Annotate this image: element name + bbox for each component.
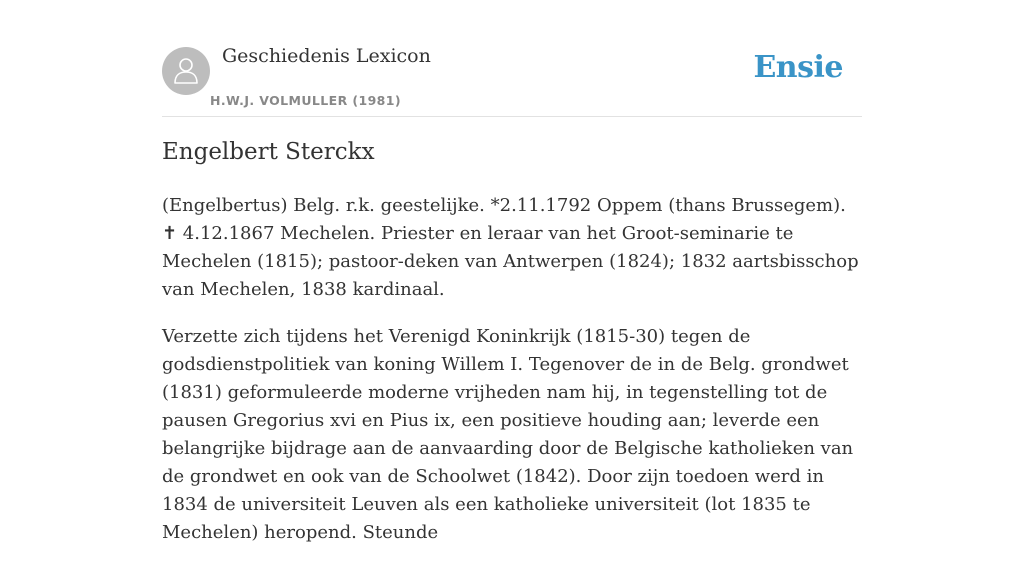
- book-title-link[interactable]: Geschiedenis Lexicon: [222, 45, 431, 67]
- entry-title: Engelbert Sterckx: [162, 139, 375, 165]
- entry-content: [162, 192, 862, 566]
- author-byline: H.W.J. VOLMULLER (1981): [210, 93, 401, 108]
- entry-paragraph: Verzette zich tijdens het Verenigd Koninkrijk (1815-30) tegen de godsdienstpolitiek van koning Willem I. Tegenover de in de Belg. grondwet (1831) geformuleerde moderne vrijheden nam hij, in tegenstelling tot de pausen Gregorius xvi en Pius ix, een positieve houding aan; leverde een belangrijke bijdrage aan de aanvaarding door de Belgische katholieken van de grondwet en ook van de Schoolwet (1842). Door zijn toedoen werd in 1834 de universiteit Leuven als een katholieke universiteit (lot 1835 te Mechelen) heropend. Steunde: [162, 326, 854, 543]
- header: [162, 0, 862, 117]
- entry-paragraph: (Engelbertus) Belg. r.k. geestelijke. *2.11.1792 Oppem (thans Brussegem). ✝ 4.12.1867 Mechelen. Priester en leraar van het Groot-seminarie te Mechelen (1815); pastoor-deken van Antwerpen (1824); 1832 aartsbisschop van Mechelen, 1838 kardinaal.: [162, 195, 859, 300]
- avatar[interactable]: [162, 47, 210, 95]
- user-silhouette-icon: [174, 57, 198, 85]
- ensie-logo[interactable]: Ensie: [753, 50, 843, 85]
